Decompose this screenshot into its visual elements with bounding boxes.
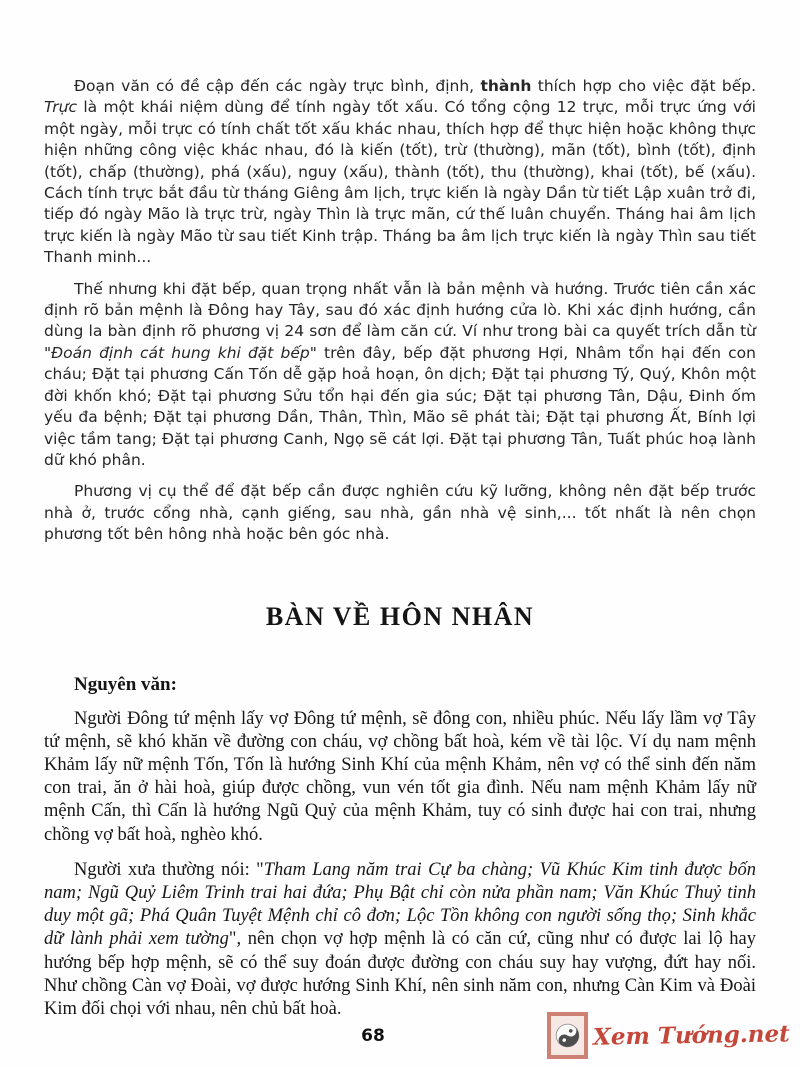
page-number: 68 <box>361 1026 385 1046</box>
paragraph-stove-direction <box>44 279 756 472</box>
text-run-italic: Đoán định cát hung khi đặt bếp <box>51 343 310 362</box>
paragraph-marriage-menh <box>44 708 756 847</box>
paragraph-truc-days <box>44 76 756 269</box>
text-run: Người xưa thường nói: " <box>74 859 264 880</box>
text-run-bold: thành <box>480 77 532 95</box>
text-run: thích hợp cho việc đặt bếp. <box>531 77 756 95</box>
watermark-site-name: Xem Tướng.net <box>592 1020 791 1051</box>
subheading-nguyen-van: Nguyên văn: <box>74 673 177 695</box>
text-run-italic: Tham Lang năm trai Cự ba chàng; Vũ Khúc Kim tinh được bốn nam; Ngũ Quỷ Liêm Trinh trai hai đứa; Phụ Bật chỉ còn nửa phần nam; Văn Khúc Thuỷ tinh duy một gã; Phá Quân Tuyệt Mệnh chỉ cô đơn; Lộc Tồn không con người sống thọ; Sinh khắc dữ lành phải xem tường <box>44 859 756 950</box>
text-run: Đoạn văn có đề cập đến các ngày trực bình, định, <box>74 77 481 95</box>
text-run: Người Đông tứ mệnh lấy vợ Đông tứ mệnh, sẽ đông con, nhiều phúc. Nếu lấy lầm vợ Tây tứ mệnh, sẽ khó khăn về đường con cháu, vợ chồng bất hoà, kém về tài lộc. Ví dụ nam mệnh Khảm lấy nữ mệnh Tốn, Tốn là hướng Sinh Khí của mệnh Khảm, nên vợ có thể sinh đến năm con trai, ăn ở hài hoà, giúp được chồng, vun vén tốt gia đình. Nếu nam mệnh Khảm lấy nữ mệnh Cấn, thì Cấn là hướng Ngũ Quỷ của mệnh Khảm, tuy có sinh được hai con trai, nhưng chồng vợ bất hoà, nghèo khó. <box>44 708 756 845</box>
text-run-italic: Trực <box>44 98 77 117</box>
section-heading: BÀN VỀ HÔN NHÂN <box>265 601 535 631</box>
text-run: Phương vị cụ thể để đặt bếp cần được nghiên cứu kỹ lưỡng, không nên đặt bếp trước nhà ở, trước cổng nhà, cạnh giếng, sau nhà, gần nhà vệ sinh,... tốt nhất là nên chọn phương tốt bên hông nhà hoặc bên góc nhà. <box>44 482 756 544</box>
paragraph-ancient-saying <box>44 859 756 1021</box>
paragraph-stove-placement <box>44 481 756 545</box>
text-run: là một khái niệm dùng để tính ngày tốt xấu. Có tổng cộng 12 trực, mỗi trực ứng với một ngày, mỗi trực có tính chất tốt xấu khác nhau, thích hợp để thực hiện hoặc không thực hiện những công việc khác nhau, đó là kiến (tốt), trừ (thường), mãn (tốt), bình (tốt), định (tốt), chấp (thường), phá (xấu), nguy (xấu), thành (tốt), thu (thường), khai (tốt), bế (xấu). Cách tính trực bắt đầu từ tháng Giêng âm lịch, trực kiến là ngày Dần từ tiết Lập xuân trở đi, tiếp đó ngày Mão là trực trừ, ngày Thìn là trực mãn, cứ thế luân chuyển. Tháng hai âm lịch trực kiến là ngày Mão từ sau tiết Kinh trập. Tháng ba âm lịch trực kiến là ngày Thìn sau tiết Thanh minh... <box>44 98 756 267</box>
text-run: " trên đây, bếp đặt phương Hợi, Nhâm tổn hại đến con cháu; Đặt tại phương Cấn Tốn dễ gặp hoả hoạn, ôn dịch; Đặt tại phương Tý, Quý, Khôn một đời khốn khó; Đặt tại phương Sửu tổn hại đến gia súc; Đặt tại phương Tân, Dậu, Đinh ốm yếu đa bệnh; Đặt tại phương Dần, Thân, Thìn, Mão sẽ phát tài; Đặt tại phương Ất, Bính lợi việc tầm tang; Đặt tại phương Canh, Ngọ sẽ cát lợi. Đặt tại phương Tân, Tuất phúc hoạ lành dữ khó phân. <box>44 343 756 469</box>
site-watermark <box>547 1012 790 1059</box>
text-column <box>44 0 756 1021</box>
text-run: ", nên chọn vợ hợp mệnh là có căn cứ, cũng như có được lai lộ hay hướng bếp hợp mệnh, sẽ có thể suy đoán được đường con cháu suy hay vượng, đứt hay nối. Như chồng Càn vợ Đoài, vợ được hướng Sinh Khí, nên sinh năm con, nhưng Càn Kim và Đoài Kim đối chọi với nhau, nên chủ bất hoà. <box>44 929 756 1019</box>
yin-yang-icon <box>547 1012 588 1059</box>
text-run: Thế nhưng khi đặt bếp, quan trọng nhất vẫn là bản mệnh và hướng. Trước tiên cần xác định rõ bản mệnh là Đông hay Tây, sau đó xác định hướng cửa lò. Khi xác định hướng, cần dùng la bàn định rõ phương vị 24 sơn để làm căn cứ. Ví như trong bài ca quyết trích dẫn từ " <box>44 279 756 362</box>
